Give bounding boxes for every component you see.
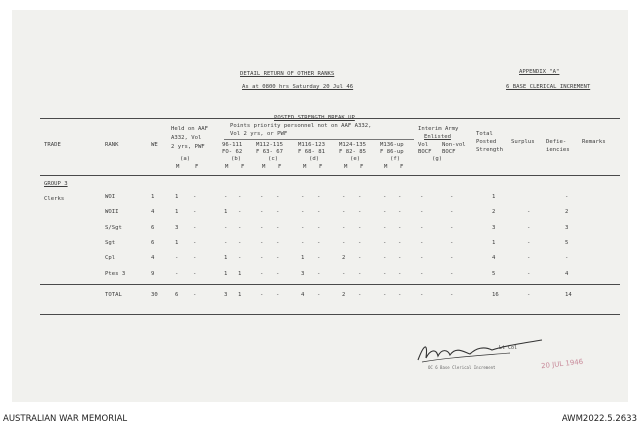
header-held-1: Held on AAF	[171, 126, 209, 132]
cell-g1: -	[420, 194, 424, 200]
cell-e: -	[342, 239, 346, 246]
cell-c2: -	[276, 270, 280, 277]
cell-defi: 2	[565, 209, 569, 216]
cell-d2: -	[317, 255, 321, 262]
cell-e: -	[342, 224, 346, 231]
cell-d: 4	[301, 292, 305, 298]
cell-a: 3	[175, 224, 179, 231]
cell-b2: 1	[238, 270, 242, 277]
header-nonvol-1: Non-vol	[442, 142, 466, 148]
cell-a2: -	[193, 224, 197, 231]
cell-c: -	[260, 209, 264, 216]
cell-f2: -	[398, 239, 402, 246]
cell-g2: -	[450, 255, 454, 262]
footer-accession: AWM2022.5.2633	[561, 414, 637, 424]
group-d-m: M	[303, 164, 307, 170]
cell-e: 2	[342, 255, 346, 262]
cell-total: 1	[492, 239, 496, 246]
cell-e: -	[342, 194, 346, 200]
group-e-range-2: F 82- 85	[339, 149, 366, 155]
cell-d2: -	[317, 292, 321, 298]
cell-we: 6	[151, 239, 155, 246]
cell-b2: -	[238, 224, 242, 231]
cell-e: 2	[342, 292, 346, 298]
cell-defi: 14	[565, 292, 572, 298]
cell-f2: -	[398, 292, 402, 298]
header-defi-2: iencies	[546, 147, 570, 153]
header-trade: TRADE	[44, 142, 61, 148]
cell-f: -	[383, 224, 387, 231]
group-d-f: F	[319, 164, 323, 170]
cell-e2: -	[358, 255, 362, 262]
cell-we: 4	[151, 209, 155, 216]
cell-b: 1	[224, 270, 228, 277]
group-c-range-1: M112-115	[256, 142, 283, 148]
cell-f: -	[383, 194, 387, 200]
group-e-range-1: M124-135	[339, 142, 366, 148]
cell-b2: -	[238, 255, 242, 262]
cell-total: 16	[492, 292, 499, 298]
cell-defi: 5	[565, 239, 569, 246]
document-sheet	[12, 10, 628, 402]
header-defi-1: Defie-	[546, 139, 567, 145]
cell-e2: -	[358, 209, 362, 216]
cell-d: -	[301, 194, 305, 200]
cell-d: -	[301, 239, 305, 246]
cell-c2: -	[276, 292, 280, 298]
cell-d2: -	[317, 239, 321, 246]
cell-c: -	[260, 194, 264, 200]
cell-c: -	[260, 292, 264, 298]
group-b-range-2: FO- 62	[222, 149, 243, 155]
cell-we: 30	[151, 292, 158, 298]
group-c-m: M	[262, 164, 266, 170]
cell-d2: -	[317, 270, 321, 277]
header-held-tag: (a)	[180, 156, 191, 162]
cell-surplus: -	[527, 209, 531, 216]
increment-label: 6 BASE CLERICAL INCREMENT	[506, 84, 591, 90]
cell-g2: -	[450, 292, 454, 298]
group-f-range-2: F 86-up	[380, 149, 404, 155]
group-e-f: F	[360, 164, 364, 170]
cell-f2: -	[398, 209, 402, 216]
header-we: WE	[151, 142, 158, 148]
group-b-range-1: 96-111	[222, 142, 243, 148]
group-c-tag: (c)	[268, 156, 279, 162]
cell-surplus: -	[527, 255, 531, 262]
footer-institution: AUSTRALIAN WAR MEMORIAL	[3, 414, 128, 424]
cell-g1: -	[420, 255, 424, 262]
cell-we: 1	[151, 194, 155, 200]
header-remarks: Remarks	[582, 139, 606, 145]
cell-d2: -	[317, 194, 321, 200]
cell-f2: -	[398, 224, 402, 231]
cell-d2: -	[317, 209, 321, 216]
signature-title: Lt Col	[499, 345, 518, 351]
header-nonvol-2: BOCF	[442, 149, 456, 155]
cell-g1: -	[420, 292, 424, 298]
cell-g1: -	[420, 209, 424, 216]
header-points-1: Points priority personnel not on AAF A332,	[230, 123, 372, 129]
cell-defi: 4	[565, 270, 569, 277]
cell-a2: -	[193, 270, 197, 277]
cell-defi: -	[565, 194, 569, 200]
cell-e2: -	[358, 194, 362, 200]
header-held-3: 2 yrs, PWF	[171, 144, 205, 150]
cell-f: -	[383, 255, 387, 262]
cell-surplus: -	[527, 239, 531, 246]
header-interim-2: Enlisted	[424, 134, 451, 140]
cell-f: -	[383, 292, 387, 298]
group-f-range-1: M136-up	[380, 142, 404, 148]
cell-c2: -	[276, 255, 280, 262]
header-surplus: Surplus	[511, 139, 535, 145]
cell-e2: -	[358, 224, 362, 231]
group-label: GROUP 3	[44, 181, 68, 187]
cell-surplus: -	[527, 292, 531, 298]
header-rank: RANK	[105, 142, 119, 148]
cell-b: -	[224, 224, 228, 231]
cell-we: 6	[151, 224, 155, 231]
cell-g2: -	[450, 224, 454, 231]
cell-a: 1	[175, 239, 179, 246]
appendix-label: APPENDIX "A"	[519, 69, 560, 75]
cell-f: -	[383, 239, 387, 246]
group-d-tag: (d)	[309, 156, 320, 162]
cell-b: 1	[224, 209, 228, 216]
cell-g2: -	[450, 239, 454, 246]
cell-rank: TOTAL	[105, 292, 122, 298]
cell-surplus: -	[527, 270, 531, 277]
cell-d2: -	[317, 224, 321, 231]
cell-c: -	[260, 270, 264, 277]
cell-d: 3	[301, 270, 305, 277]
cell-g2: -	[450, 270, 454, 277]
cell-a: 1	[175, 194, 179, 200]
cell-b: 3	[224, 292, 228, 298]
cell-total: 1	[492, 194, 496, 200]
cell-we: 9	[151, 270, 155, 277]
group-f-m: M	[384, 164, 388, 170]
cell-total: 5	[492, 270, 496, 277]
group-d-range-1: M116-123	[298, 142, 325, 148]
header-total-3: Strength	[476, 147, 503, 153]
cell-total: 3	[492, 224, 496, 231]
cell-b2: -	[238, 239, 242, 246]
trade-label: Clerks	[44, 196, 65, 202]
cell-b2: -	[238, 194, 242, 200]
header-held-2: A332, Vol	[171, 135, 202, 141]
group-b-tag: (b)	[231, 156, 242, 162]
cell-c2: -	[276, 209, 280, 216]
cell-a: -	[175, 270, 179, 277]
group-c-range-2: F 63- 67	[256, 149, 283, 155]
cell-a: -	[175, 255, 179, 262]
cell-a2: -	[193, 209, 197, 216]
document-subtitle: As at 0800 hrs Saturday 20 Jul 46	[242, 84, 354, 90]
header-bottom-rule	[40, 175, 620, 176]
cell-a: 6	[175, 292, 179, 298]
cell-e: -	[342, 209, 346, 216]
cell-rank: WOI	[105, 194, 116, 200]
cell-a2: -	[193, 255, 197, 262]
date-stamp: 20 JUL 1946	[540, 357, 584, 371]
cell-f2: -	[398, 270, 402, 277]
header-posted-strength: POSTED STRENGTH BREAK UP	[274, 115, 355, 121]
cell-c: -	[260, 224, 264, 231]
cell-defi: -	[565, 255, 569, 262]
group-c-f: F	[278, 164, 282, 170]
cell-surplus: -	[527, 224, 531, 231]
cell-c: -	[260, 239, 264, 246]
cell-rank: WOII	[105, 209, 119, 216]
cell-g1: -	[420, 270, 424, 277]
header-vol-1: Vol	[418, 142, 429, 148]
cell-b: -	[224, 239, 228, 246]
cell-rank: Ptes 3	[105, 270, 126, 277]
signature-unit: OC 6 Base Clerical Increment	[428, 365, 496, 370]
cell-e2: -	[358, 292, 362, 298]
cell-a: 1	[175, 209, 179, 216]
cell-c2: -	[276, 224, 280, 231]
cell-d: -	[301, 209, 305, 216]
header-total-2: Posted	[476, 139, 497, 145]
group-e-m: M	[344, 164, 348, 170]
cell-rank: Cpl	[105, 255, 116, 262]
group-b-m: M	[225, 164, 229, 170]
header-total-1: Total	[476, 131, 493, 137]
cell-total: 4	[492, 255, 496, 262]
total-bottom-rule	[40, 314, 620, 315]
cell-defi: 3	[565, 224, 569, 231]
group-f-f: F	[400, 164, 404, 170]
header-m: M	[176, 164, 180, 170]
cell-d: 1	[301, 255, 305, 262]
cell-g1: -	[420, 224, 424, 231]
header-vol-2: BOCF	[418, 149, 432, 155]
cell-g2: -	[450, 209, 454, 216]
cell-total: 2	[492, 209, 496, 216]
cell-f2: -	[398, 194, 402, 200]
cell-b: 1	[224, 255, 228, 262]
cell-f: -	[383, 209, 387, 216]
cell-c: -	[260, 255, 264, 262]
header-g-tag: (g)	[432, 156, 443, 162]
cell-e2: -	[358, 270, 362, 277]
header-f: F	[195, 164, 199, 170]
group-f-tag: (f)	[390, 156, 401, 162]
cell-we: 4	[151, 255, 155, 262]
cell-b: -	[224, 194, 228, 200]
cell-a2: -	[193, 292, 197, 298]
header-interim-1: Interim Army	[418, 126, 459, 132]
header-points-rule	[224, 139, 414, 140]
cell-e2: -	[358, 239, 362, 246]
group-e-tag: (e)	[350, 156, 361, 162]
group-d-range-2: F 68- 81	[298, 149, 325, 155]
total-top-rule	[40, 284, 620, 285]
signature	[414, 336, 549, 368]
cell-e: -	[342, 270, 346, 277]
cell-d: -	[301, 224, 305, 231]
header-points-2: Vol 2 yrs, or PWF	[230, 131, 288, 137]
cell-g2: -	[450, 194, 454, 200]
cell-b2: 1	[238, 292, 242, 298]
cell-a2: -	[193, 194, 197, 200]
cell-a2: -	[193, 239, 197, 246]
cell-c2: -	[276, 194, 280, 200]
cell-c2: -	[276, 239, 280, 246]
cell-g1: -	[420, 239, 424, 246]
cell-f2: -	[398, 255, 402, 262]
group-b-f: F	[241, 164, 245, 170]
cell-rank: S/Sgt	[105, 224, 122, 231]
cell-f: -	[383, 270, 387, 277]
cell-b2: -	[238, 209, 242, 216]
document-title: DETAIL RETURN OF OTHER RANKS	[240, 71, 335, 77]
cell-rank: Sgt	[105, 239, 116, 246]
